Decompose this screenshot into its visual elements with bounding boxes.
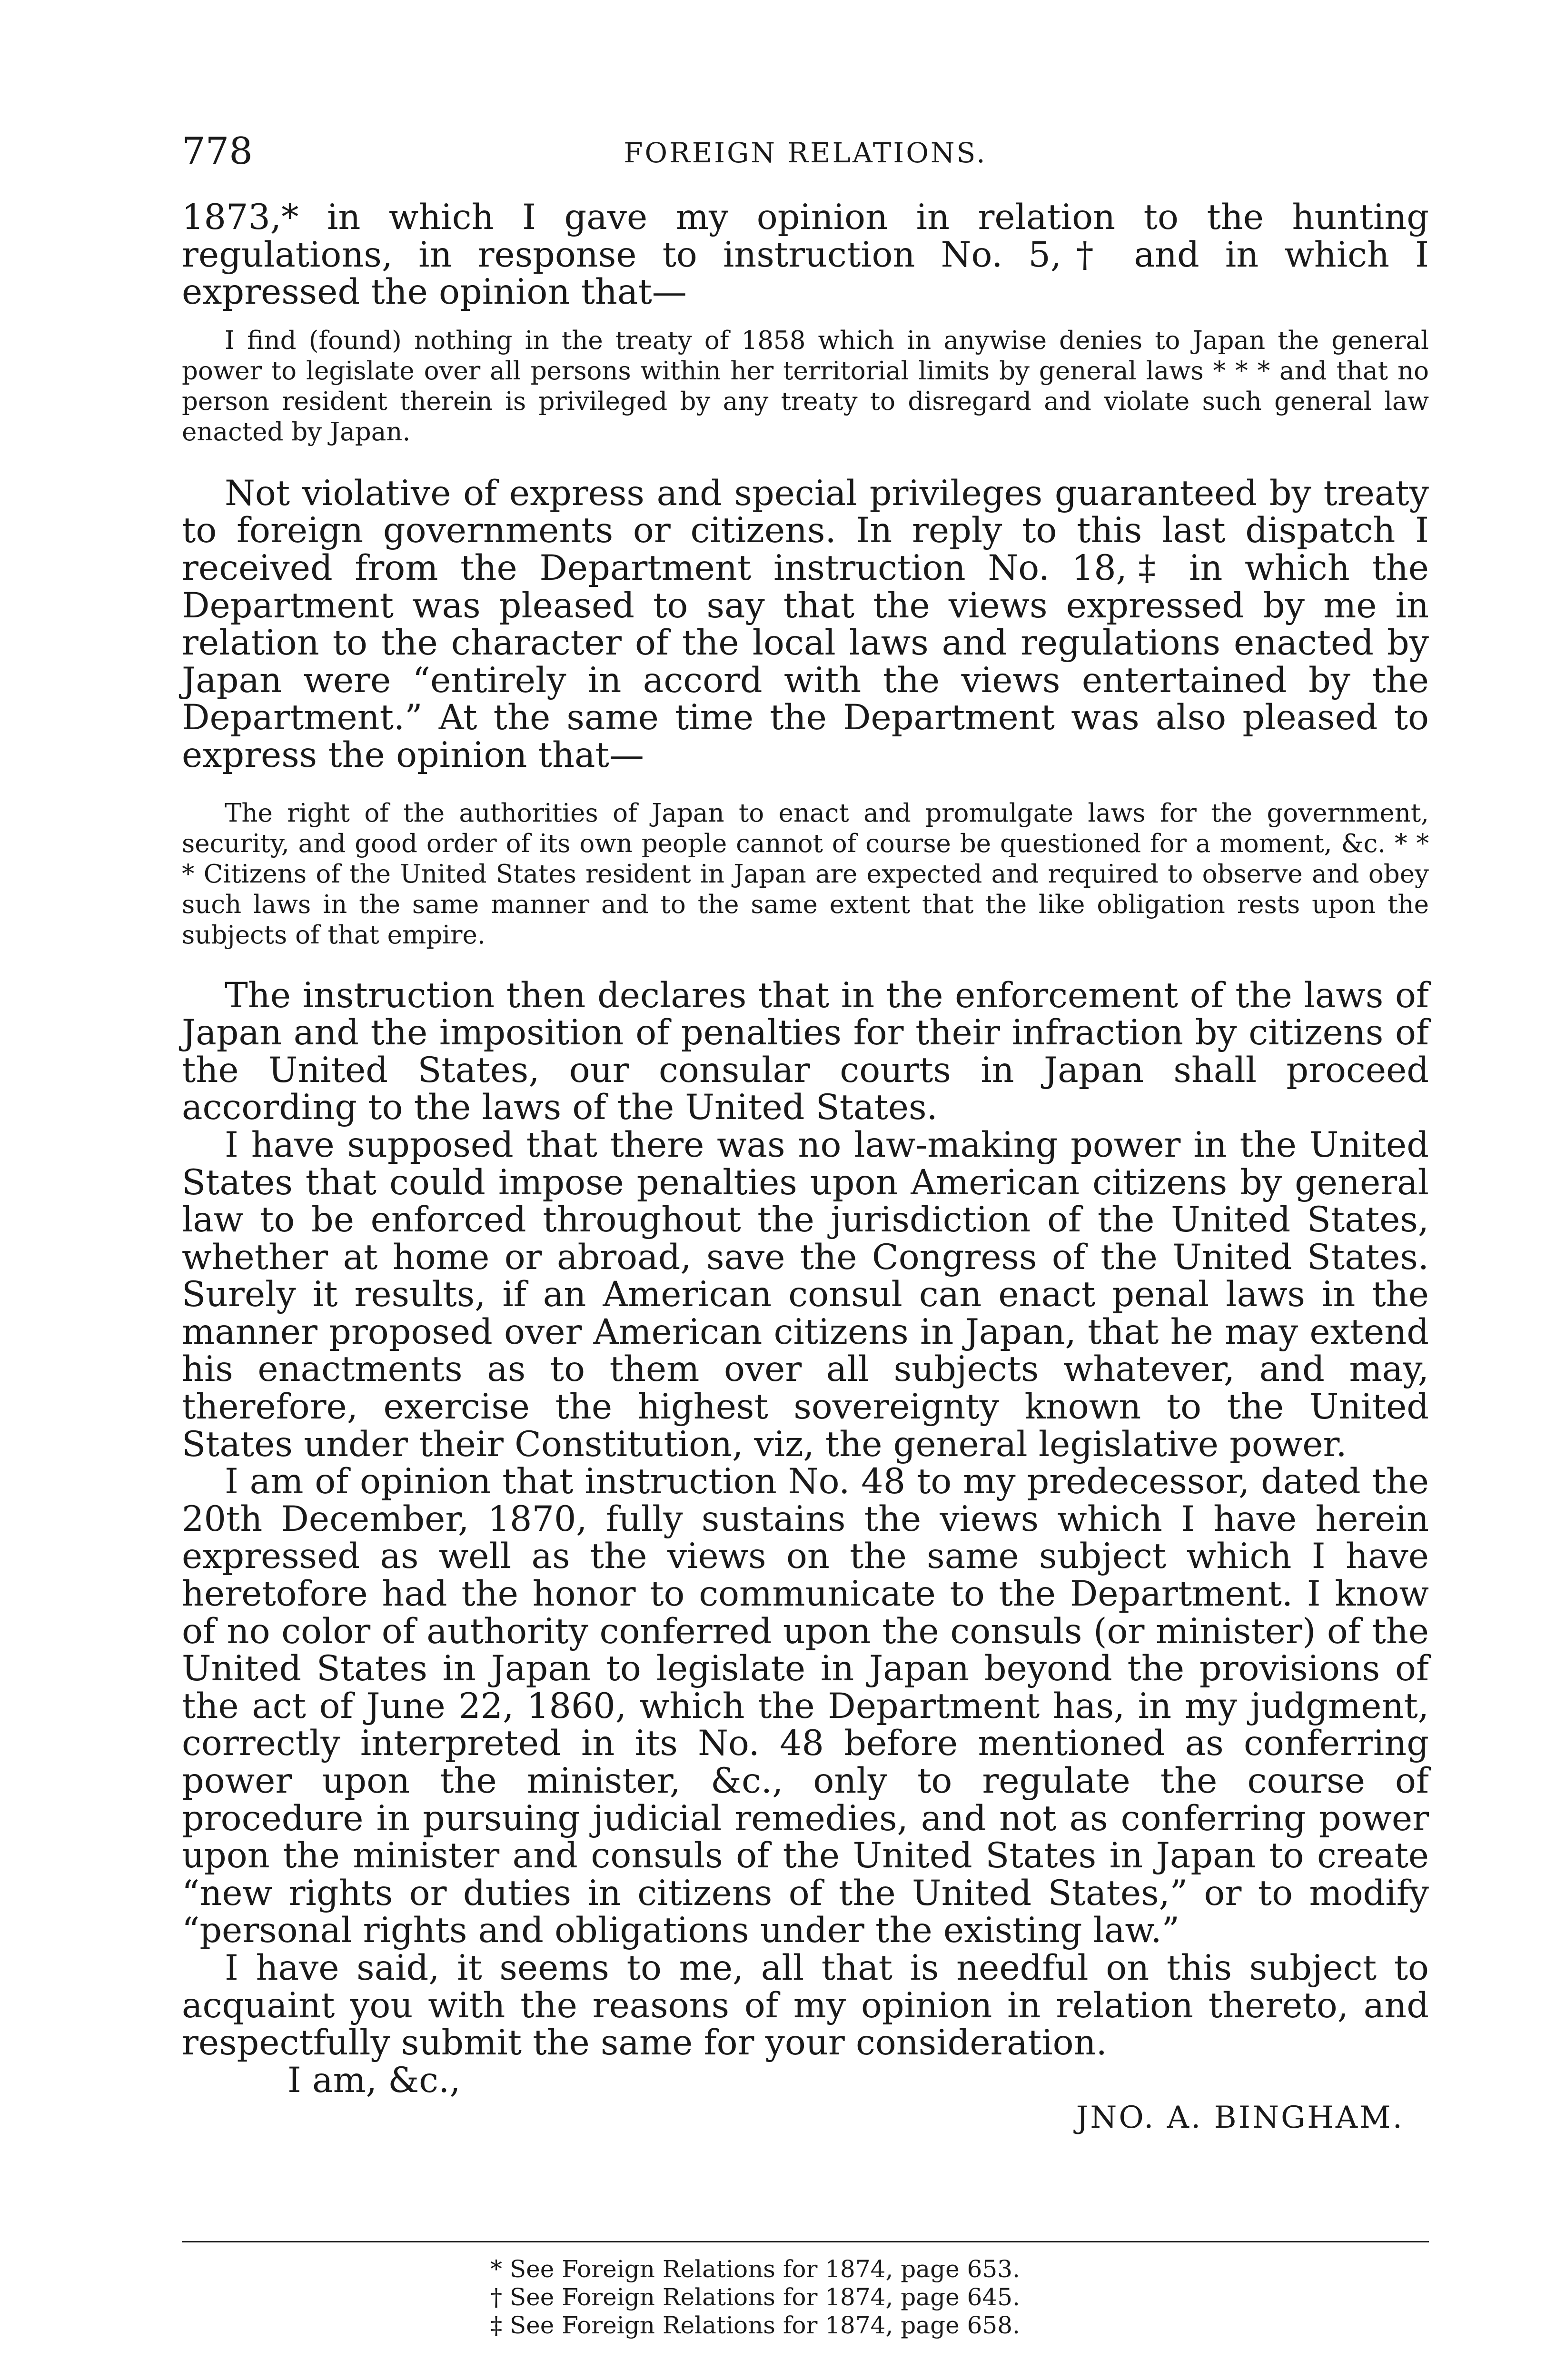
block-quote-2: The right of the authorities of Japan to enact and promulgate laws for the government, security, and good order of its own people cannot of course be questioned for a moment, &c. * * * Citizens of the United States resident in Japan are expected and required to observe and obey such laws in the same manner and to the same extent that the like obligation rests upon the subjects of that empire. (182, 798, 1429, 950)
closing-salutation: I am, &c., (287, 2060, 461, 2101)
paragraph-2: Not violative of express and special privileges guaranteed by treaty to foreign governments or citizens. In reply to this last dispatch I received from the Department instruction No. 18,‡ in which the Department was pleased to say that the views expressed by me in relation to the character of the local laws and regulations enacted by Japan were “entirely in accord with the views entertained by the Department.” At the same time the Department was also pleased to express the opinion that— (182, 473, 1429, 775)
body-text (182, 199, 1429, 2137)
page-header (182, 128, 1429, 175)
document-page (182, 0, 1429, 2380)
footnote: ‡ See Foreign Relations for 1874, page 658. (490, 2311, 1020, 2339)
paragraph-6: I have said, it seems to me, all that is needful on this subject to acquaint you with the reasons of my opinion in relation thereto, and respectfully submit the same for your consideration. (182, 1947, 1429, 2063)
footnote: * See Foreign Relations for 1874, page 653. (490, 2255, 1020, 2283)
block-quote-1: I find (found) nothing in the treaty of 1858 which in anywise denies to Japan the general power to legislate over all persons within her territorial limits by general laws * * * and that no person resident therein is privileged by any treaty to disregard and violate such general law enacted by Japan. (182, 326, 1429, 446)
footnote-divider (182, 2241, 1429, 2242)
footnotes (182, 2255, 1429, 2340)
signature: JNO. A. BINGHAM. (1076, 2100, 1404, 2136)
paragraph-1: 1873,* in which I gave my opinion in relation to the hunting regulations, in response to instruction No. 5,† and in which I expressed the opinion that— (182, 197, 1429, 313)
paragraph-4: I have supposed that there was no law-making power in the United States that could impose penalties upon American citizens by general law to be enforced throughout the jurisdiction of the United States, whether at home or abroad, save the Congress of the United States. Surely it results, if an American consul can enact penal laws in the manner proposed over American citizens in Japan, that he may extend his enactments as to them over all subjects whatever, and may, therefore, exercise the highest sovereignty known to the United States under their Constitution, viz, the general legislative power. (182, 1124, 1429, 1465)
paragraph-3: The instruction then declares that in the enforcement of the laws of Japan and the imposition of penalties for their infraction by citizens of the United States, our consular courts in Japan shall proceed according to the laws of the United States. (182, 975, 1429, 1128)
paragraph-5: I am of opinion that instruction No. 48 to my predecessor, dated the 20th December, 1870, fully sustains the views which I have herein expressed as well as the views on the same subject which I have heretofore had the honor to communicate to the Department. I know of no color of authority conferred upon the consuls (or minister) of the United States in Japan to legislate in Japan beyond the provisions of the act of June 22, 1860, which the Department has, in my judgment, correctly interpreted in its No. 48 before mentioned as conferring power upon the minister, &c., only to regulate the course of procedure in pursuing judicial remedies, and not as conferring power upon the minister and consuls of the United States in Japan to create “new rights or duties in citizens of the United States,” or to modify “personal rights and obligations under the existing law.” (182, 1461, 1429, 1951)
footnote: † See Foreign Relations for 1874, page 645. (490, 2283, 1020, 2311)
running-head: FOREIGN RELATIONS. (624, 137, 987, 169)
page-number: 778 (182, 130, 253, 173)
